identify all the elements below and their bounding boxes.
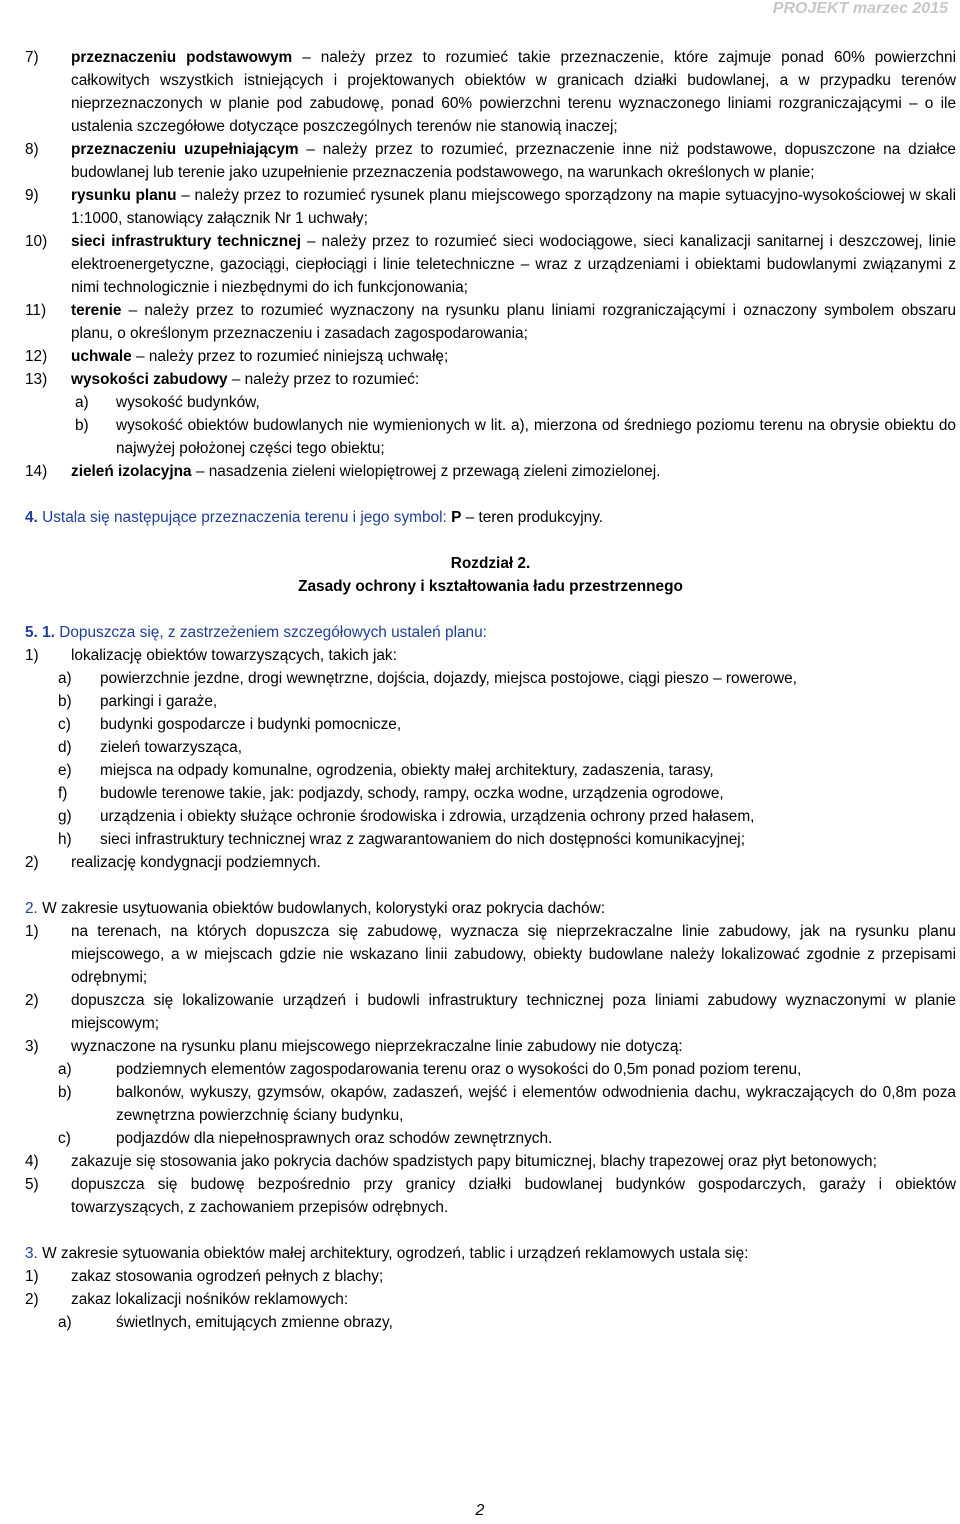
item-text: na terenach, na których dopuszcza się zabudowę, wyznacza się nieprzekraczalne linie zabudowy, jak na rysunku planu miejscowego, a w miejscach gdzie nie wskazano linii zabudowy, obiekty budowlane należy lokalizować zgodnie z przepisami odrębnymi;	[71, 923, 956, 986]
definition-term: uchwale	[71, 348, 132, 365]
item-text: balkonów, wykuszy, gzymsów, okapów, zadaszeń, wejść i elementów odwodnienia dachu, wykraczających do 0,8m poza zewnętrzna powierzchnię ściany budynku,	[116, 1084, 956, 1124]
paragraph-text: Ustala się następujące przeznaczenia terenu i jego symbol:	[37, 509, 452, 526]
definition-13-sublist	[25, 391, 956, 460]
paragraph-5-1-sublist	[25, 667, 956, 851]
paragraph-5-2	[25, 897, 956, 920]
paragraph-5-3-list	[25, 1265, 956, 1311]
item-number: 14)	[25, 463, 48, 480]
definitions-list	[25, 46, 956, 391]
list-item	[25, 759, 956, 782]
list-item	[25, 1288, 956, 1311]
paragraph-number: 5. 1.	[25, 624, 55, 641]
definition-item	[25, 46, 956, 138]
item-text: budowle terenowe takie, jak: podjazdy, schody, rampy, oczka wodne, urządzenia ogrodowe,	[100, 785, 724, 802]
paragraph-text: W zakresie usytuowania obiektów budowlanych, kolorystyki oraz pokrycia dachów:	[37, 900, 605, 917]
definition-item	[25, 299, 956, 345]
item-number: a)	[58, 670, 72, 687]
paragraph-5-2-list	[25, 920, 956, 1058]
item-number: e)	[58, 762, 72, 779]
item-number: 2)	[25, 1291, 39, 1308]
item-number: f)	[58, 785, 68, 802]
item-number: 13)	[25, 371, 48, 388]
item-text: budynki gospodarcze i budynki pomocnicze,	[100, 716, 402, 733]
paragraph-5-3-sublist	[25, 1311, 956, 1334]
list-item	[25, 1081, 956, 1127]
item-text: dopuszcza się lokalizowanie urządzeń i budowli infrastruktury technicznej poza liniami zabudowy wyznaczonymi w planie miejscowym;	[71, 992, 956, 1032]
page-number: 2	[475, 1502, 485, 1519]
paragraph-5-2-list-continued	[25, 1150, 956, 1219]
list-item	[25, 644, 956, 667]
item-number: h)	[58, 831, 72, 848]
item-text: świetlnych, emitujących zmienne obrazy,	[116, 1314, 393, 1331]
item-text: podziemnych elementów zagospodarowania terenu oraz o wysokości do 0,5m ponad poziom terenu,	[116, 1061, 802, 1078]
item-number: b)	[75, 417, 89, 434]
list-item	[25, 736, 956, 759]
item-text: zieleń towarzysząca,	[100, 739, 242, 756]
item-number: 2)	[25, 992, 39, 1009]
paragraph-text: – teren produkcyjny.	[461, 509, 604, 526]
item-text: zakaz stosowania ogrodzeń pełnych z blachy;	[71, 1268, 384, 1285]
paragraph-text: Dopuszcza się, z zastrzeżeniem szczegółowych ustaleń planu:	[54, 624, 487, 641]
page-header: PROJEKT marzec 2015	[772, 0, 948, 17]
item-number: b)	[58, 693, 72, 710]
paragraph-number: 2.	[25, 900, 38, 917]
item-number: c)	[58, 716, 71, 733]
definition-text: – należy przez to rozumieć wyznaczony na rysunku planu liniami rozgraniczającymi i oznaczony symbolem obszaru planu, o określonym przeznaczeniu i zasadach zagospodarowania;	[71, 302, 956, 342]
item-number: 10)	[25, 233, 48, 250]
item-number: 1)	[25, 923, 39, 940]
definition-text: – należy przez to rozumieć:	[227, 371, 420, 388]
item-number: c)	[58, 1130, 71, 1147]
list-item	[25, 805, 956, 828]
item-number: a)	[58, 1061, 72, 1078]
item-number: 12)	[25, 348, 48, 365]
definition-term: przeznaczeniu podstawowym	[71, 49, 293, 66]
definition-item	[25, 184, 956, 230]
land-symbol: P	[451, 509, 462, 526]
item-text: zakazuje się stosowania jako pokrycia dachów spadzistych papy bitumicznej, blachy trapezowej oraz płyt betonowych;	[71, 1153, 877, 1170]
list-item	[25, 1150, 956, 1173]
definition-item	[25, 368, 956, 391]
item-text: sieci infrastruktury technicznej wraz z zagwarantowaniem do nich dostępności komunikacyjnej;	[100, 831, 745, 848]
paragraph-text: W zakresie sytuowania obiektów małej architektury, ogrodzeń, tablic i urządzeń reklamowych ustala się:	[37, 1245, 749, 1262]
spacer	[25, 874, 956, 897]
definition-text: – nasadzenia zieleni wielopiętrowej z przewagą zieleni zimozielonej.	[191, 463, 661, 480]
spacer	[25, 529, 956, 552]
chapter-subtitle: Zasady ochrony i kształtowania ładu przestrzennego	[298, 578, 683, 595]
definition-term: zieleń izolacyjna	[71, 463, 192, 480]
definition-text: – należy przez to rozumieć sieci wodociągowe, sieci kanalizacji sanitarnej i deszczowej, linie elektroenergetyczne, gazociągi, ciepłociągi i linie teletechniczne – wraz z urządzeniami i obiektami budowlanymi związanymi z nimi technologicznie i niezbędnymi do ich funkcjonowania;	[71, 233, 956, 296]
definition-term: sieci infrastruktury technicznej	[71, 233, 302, 250]
item-text: wyznaczone na rysunku planu miejscowego nieprzekraczalne linie zabudowy nie dotyczą:	[71, 1038, 683, 1055]
definition-term: wysokości zabudowy	[71, 371, 228, 388]
item-text: zakaz lokalizacji nośników reklamowych:	[71, 1291, 349, 1308]
item-number: a)	[75, 394, 89, 411]
paragraph-number: 3.	[25, 1245, 38, 1262]
definition-text: – należy przez to rozumieć, przeznaczenie inne niż podstawowe, dopuszczone na działce budowlanej lub terenie jako uzupełnienie przeznaczenia podstawowego, na warunkach określonych w planie;	[71, 141, 956, 181]
item-number: 11)	[25, 302, 47, 319]
paragraph-5-2-sublist	[25, 1058, 956, 1150]
item-number: 9)	[25, 187, 39, 204]
list-item	[25, 920, 956, 989]
item-number: a)	[58, 1314, 72, 1331]
item-text: urządzenia i obiekty służące ochronie środowiska i zdrowia, urządzenia ochrony przed hałasem,	[100, 808, 755, 825]
item-text: parkingi i garaże,	[100, 693, 218, 710]
item-number: 1)	[25, 1268, 39, 1285]
list-item	[25, 1265, 956, 1288]
item-text: lokalizację obiektów towarzyszących, takich jak:	[71, 647, 397, 664]
item-text: realizację kondygnacji podziemnych.	[71, 854, 321, 871]
definition-text: – należy przez to rozumieć rysunek planu miejscowego sporządzony na mapie sytuacyjno-wysokościowej w skali 1:1000, stanowiący załącznik Nr 1 uchwały;	[71, 187, 957, 227]
chapter-title: Rozdział 2.	[450, 555, 531, 572]
definition-item	[25, 230, 956, 299]
item-text: wysokość budynków,	[116, 394, 260, 411]
item-number: 8)	[25, 141, 39, 158]
list-item	[25, 713, 956, 736]
item-text: miejsca na odpady komunalne, ogrodzenia, obiekty małej architektury, zadaszenia, tarasy,	[100, 762, 714, 779]
paragraph-4	[25, 506, 956, 529]
item-text: dopuszcza się budowę bezpośrednio przy granicy działki budowlanej budynków gospodarczych, garaży i obiektów towarzyszących, z zachowaniem przepisów odrębnych.	[71, 1176, 956, 1216]
spacer	[25, 1219, 956, 1242]
paragraph-5-3	[25, 1242, 956, 1265]
definition-item	[25, 460, 956, 483]
paragraph-5-1	[25, 621, 956, 644]
spacer	[25, 598, 956, 621]
item-number: 1)	[25, 647, 39, 664]
list-item	[25, 851, 956, 874]
item-text: wysokość obiektów budowlanych nie wymienionych w lit. a), mierzona od średniego poziomu terenu na obrysie obiektu do najwyżej położonej części tego obiektu;	[116, 417, 956, 457]
list-item	[25, 1127, 956, 1150]
spacer	[25, 483, 956, 506]
list-item	[25, 667, 956, 690]
definition-term: przeznaczeniu uzupełniającym	[71, 141, 299, 158]
list-item	[25, 414, 956, 460]
list-item	[25, 1311, 956, 1334]
item-number: g)	[58, 808, 72, 825]
list-item	[25, 690, 956, 713]
item-number: 5)	[25, 1176, 39, 1193]
list-item	[25, 828, 956, 851]
definition-item	[25, 345, 956, 368]
definition-text: – należy przez to rozumieć niniejszą uchwałę;	[131, 348, 449, 365]
item-text: powierzchnie jezdne, drogi wewnętrzne, dojścia, dojazdy, miejsca postojowe, ciągi pieszo – rowerowe,	[100, 670, 797, 687]
item-number: 7)	[25, 49, 39, 66]
list-item	[25, 989, 956, 1035]
item-number: 4)	[25, 1153, 39, 1170]
list-item	[25, 391, 956, 414]
item-text: podjazdów dla niepełnosprawnych oraz schodów zewnętrznych.	[116, 1130, 553, 1147]
item-number: 2)	[25, 854, 39, 871]
document-body	[25, 46, 956, 1334]
item-number: d)	[58, 739, 72, 756]
definition-item	[25, 138, 956, 184]
item-number: 3)	[25, 1038, 39, 1055]
list-item	[25, 1173, 956, 1219]
list-item	[25, 782, 956, 805]
definition-term: rysunku planu	[71, 187, 177, 204]
definition-term: terenie	[71, 302, 122, 319]
paragraph-number: 4.	[25, 509, 38, 526]
definition-text: – należy przez to rozumieć takie przeznaczenie, które zajmuje ponad 60% powierzchni całkowitych wszystkich istniejących i projektowanych obiektów w granicach działki budowlanej, a w przypadku terenów nieprzeznaczonych w planie pod zabudowę, ponad 60% powierzchni terenu wyznaczonego liniami rozgraniczającymi – o ile ustalenia szczegółowe dotyczące poszczególnych terenów nie stanowią inaczej;	[71, 49, 956, 135]
list-item	[25, 1058, 956, 1081]
list-item	[25, 1035, 956, 1058]
item-number: b)	[58, 1084, 72, 1101]
